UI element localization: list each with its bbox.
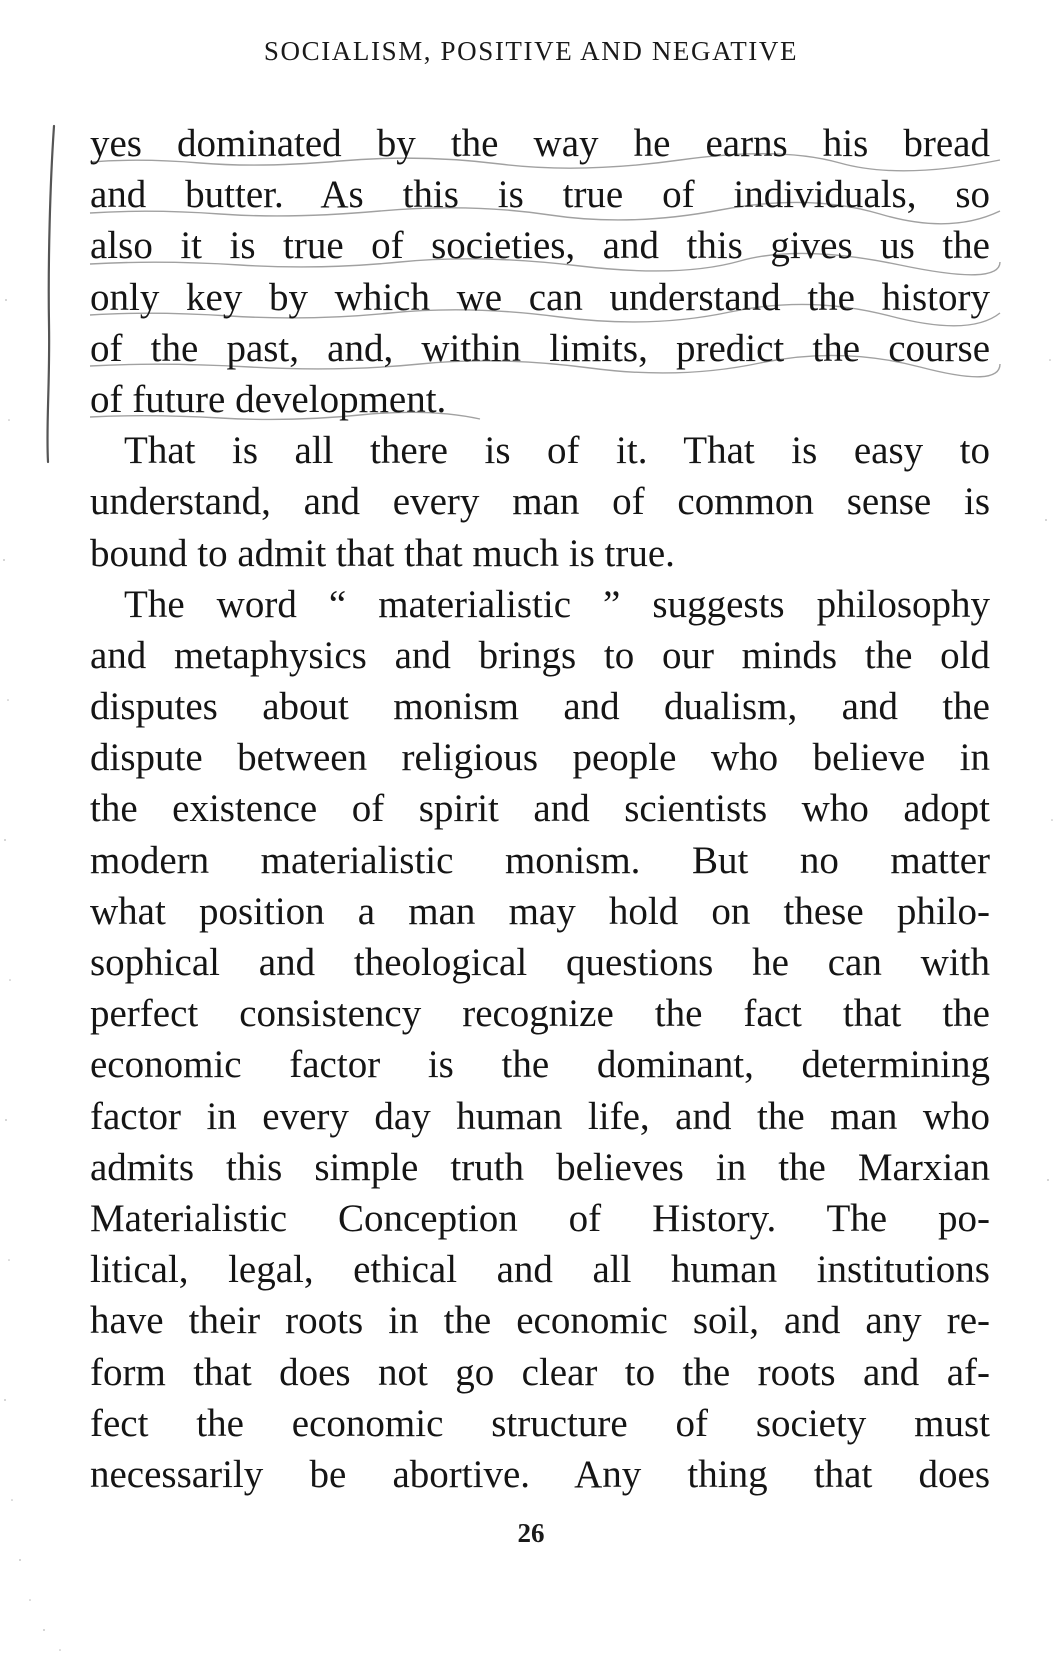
paragraph-line: understand, and every man of common sense is [90,480,990,524]
marked-line: of future development. [90,377,447,421]
paragraph-line: perfect consistency recognize the fact that the [90,992,990,1036]
marked-line: of the past, and, within limits, predict the course [90,326,990,370]
page-number: 26 [517,1518,545,1548]
paragraph-line: modern materialistic monism. But no matter [90,838,990,882]
paragraph-line: fect the economic structure of society must [90,1401,990,1445]
paragraph-line: sophical and theological questions he can with [90,941,990,984]
marked-line: also it is true of societies, and this gives us the [90,224,990,268]
paragraph-line: dispute between religious people who believe in [90,736,990,780]
paragraph-line: the existence of spirit and scientists who adopt [90,787,990,831]
running-head: SOCIALISM, POSITIVE AND NEGATIVE [263,36,799,66]
paragraph-line: form that does not go clear to the roots and af- [90,1350,990,1394]
paragraph-line: what position a man may hold on these philo- [90,889,990,933]
marked-line: only key by which we can understand the history [90,275,990,319]
paragraph-line: have their roots in the economic soil, and any re- [90,1299,990,1343]
paragraph-line: The word “ materialistic ” suggests philosophy [124,582,990,626]
paragraph-line: litical, legal, ethical and all human institutions [90,1248,990,1292]
paragraph-line: Materialistic Conception of History. The po- [90,1196,990,1240]
paragraph-line: bound to admit that that much is true. [90,531,675,575]
body-text [90,118,990,1500]
pencil-margin-bracket [40,124,70,464]
marked-line: and butter. As this is true of individuals, so [90,173,990,217]
paragraph-line: That is all there is of it. That is easy to [124,429,990,473]
paragraph-line: disputes about monism and dualism, and the [90,685,990,729]
paragraph-line: economic factor is the dominant, determining [90,1043,990,1087]
paragraph-line: factor in every day human life, and the man who [90,1094,990,1138]
paragraph-line: and metaphysics and brings to our minds the old [90,633,990,677]
paragraph-line: admits this simple truth believes in the Marxian [90,1145,990,1189]
paragraph-line: necessarily be abortive. Any thing that does [90,1452,990,1496]
marked-line: yes dominated by the way he earns his bread [90,122,990,165]
